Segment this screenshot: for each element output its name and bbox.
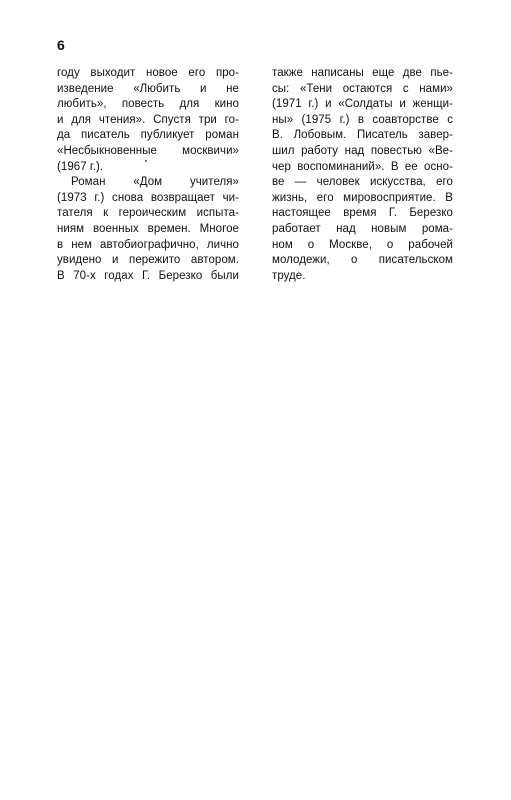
print-speck (145, 160, 147, 162)
text-line: также написаны еще две пье- (272, 67, 453, 79)
text-line: увидено и пережито автором. (57, 254, 239, 267)
text-line: изведение «Любить и не (57, 82, 239, 95)
text-line: году выходит новое его про- (57, 67, 239, 79)
text-line: в нем автобиографично, лично (57, 238, 239, 251)
text-line: (1967 г.). (57, 160, 104, 173)
text-line: ном о Москве, о рабочей (272, 238, 453, 251)
text-line: работает над новым рома- (272, 222, 453, 235)
text-line: (1973 г.) снова возвращает чи- (57, 191, 239, 204)
text-line: В. Лобовым. Писатель завер- (272, 129, 453, 142)
text-line: шил работу над повестью «Ве- (272, 144, 453, 157)
text-line: В 70-х годах Г. Березко были (57, 269, 239, 282)
text-line: молодежи, о писательском (272, 254, 453, 267)
text-line: «Несбыкновенные москвичи» (57, 144, 239, 157)
text-line: любить», повесть для кино (57, 98, 239, 111)
left-text-column (57, 66, 239, 284)
text-line: сы: «Тени остаются с нами» (272, 82, 453, 95)
right-text-column (272, 66, 453, 284)
page-number: 6 (57, 37, 65, 53)
text-line: настоящее время Г. Березко (272, 207, 453, 220)
text-line: да писатель публикует роман (57, 129, 239, 142)
text-line: труде. (272, 269, 306, 282)
text-line: жизнь, его мировосприятие. В (272, 191, 453, 204)
text-line: чер воспоминаний». В ее осно- (272, 160, 453, 173)
text-line: Роман «Дом учителя» (71, 176, 239, 189)
text-line: ны» (1975 г.) в соавторстве с (272, 113, 453, 126)
text-line: ве — человек искусства, его (272, 176, 453, 189)
text-line: (1971 г.) и «Солдаты и женщи- (272, 98, 453, 111)
text-line: и для чтения». Спустя три го- (57, 113, 239, 126)
text-line: тателя к героическим испыта- (57, 207, 239, 220)
text-line: ниям военных времен. Многое (57, 222, 239, 235)
